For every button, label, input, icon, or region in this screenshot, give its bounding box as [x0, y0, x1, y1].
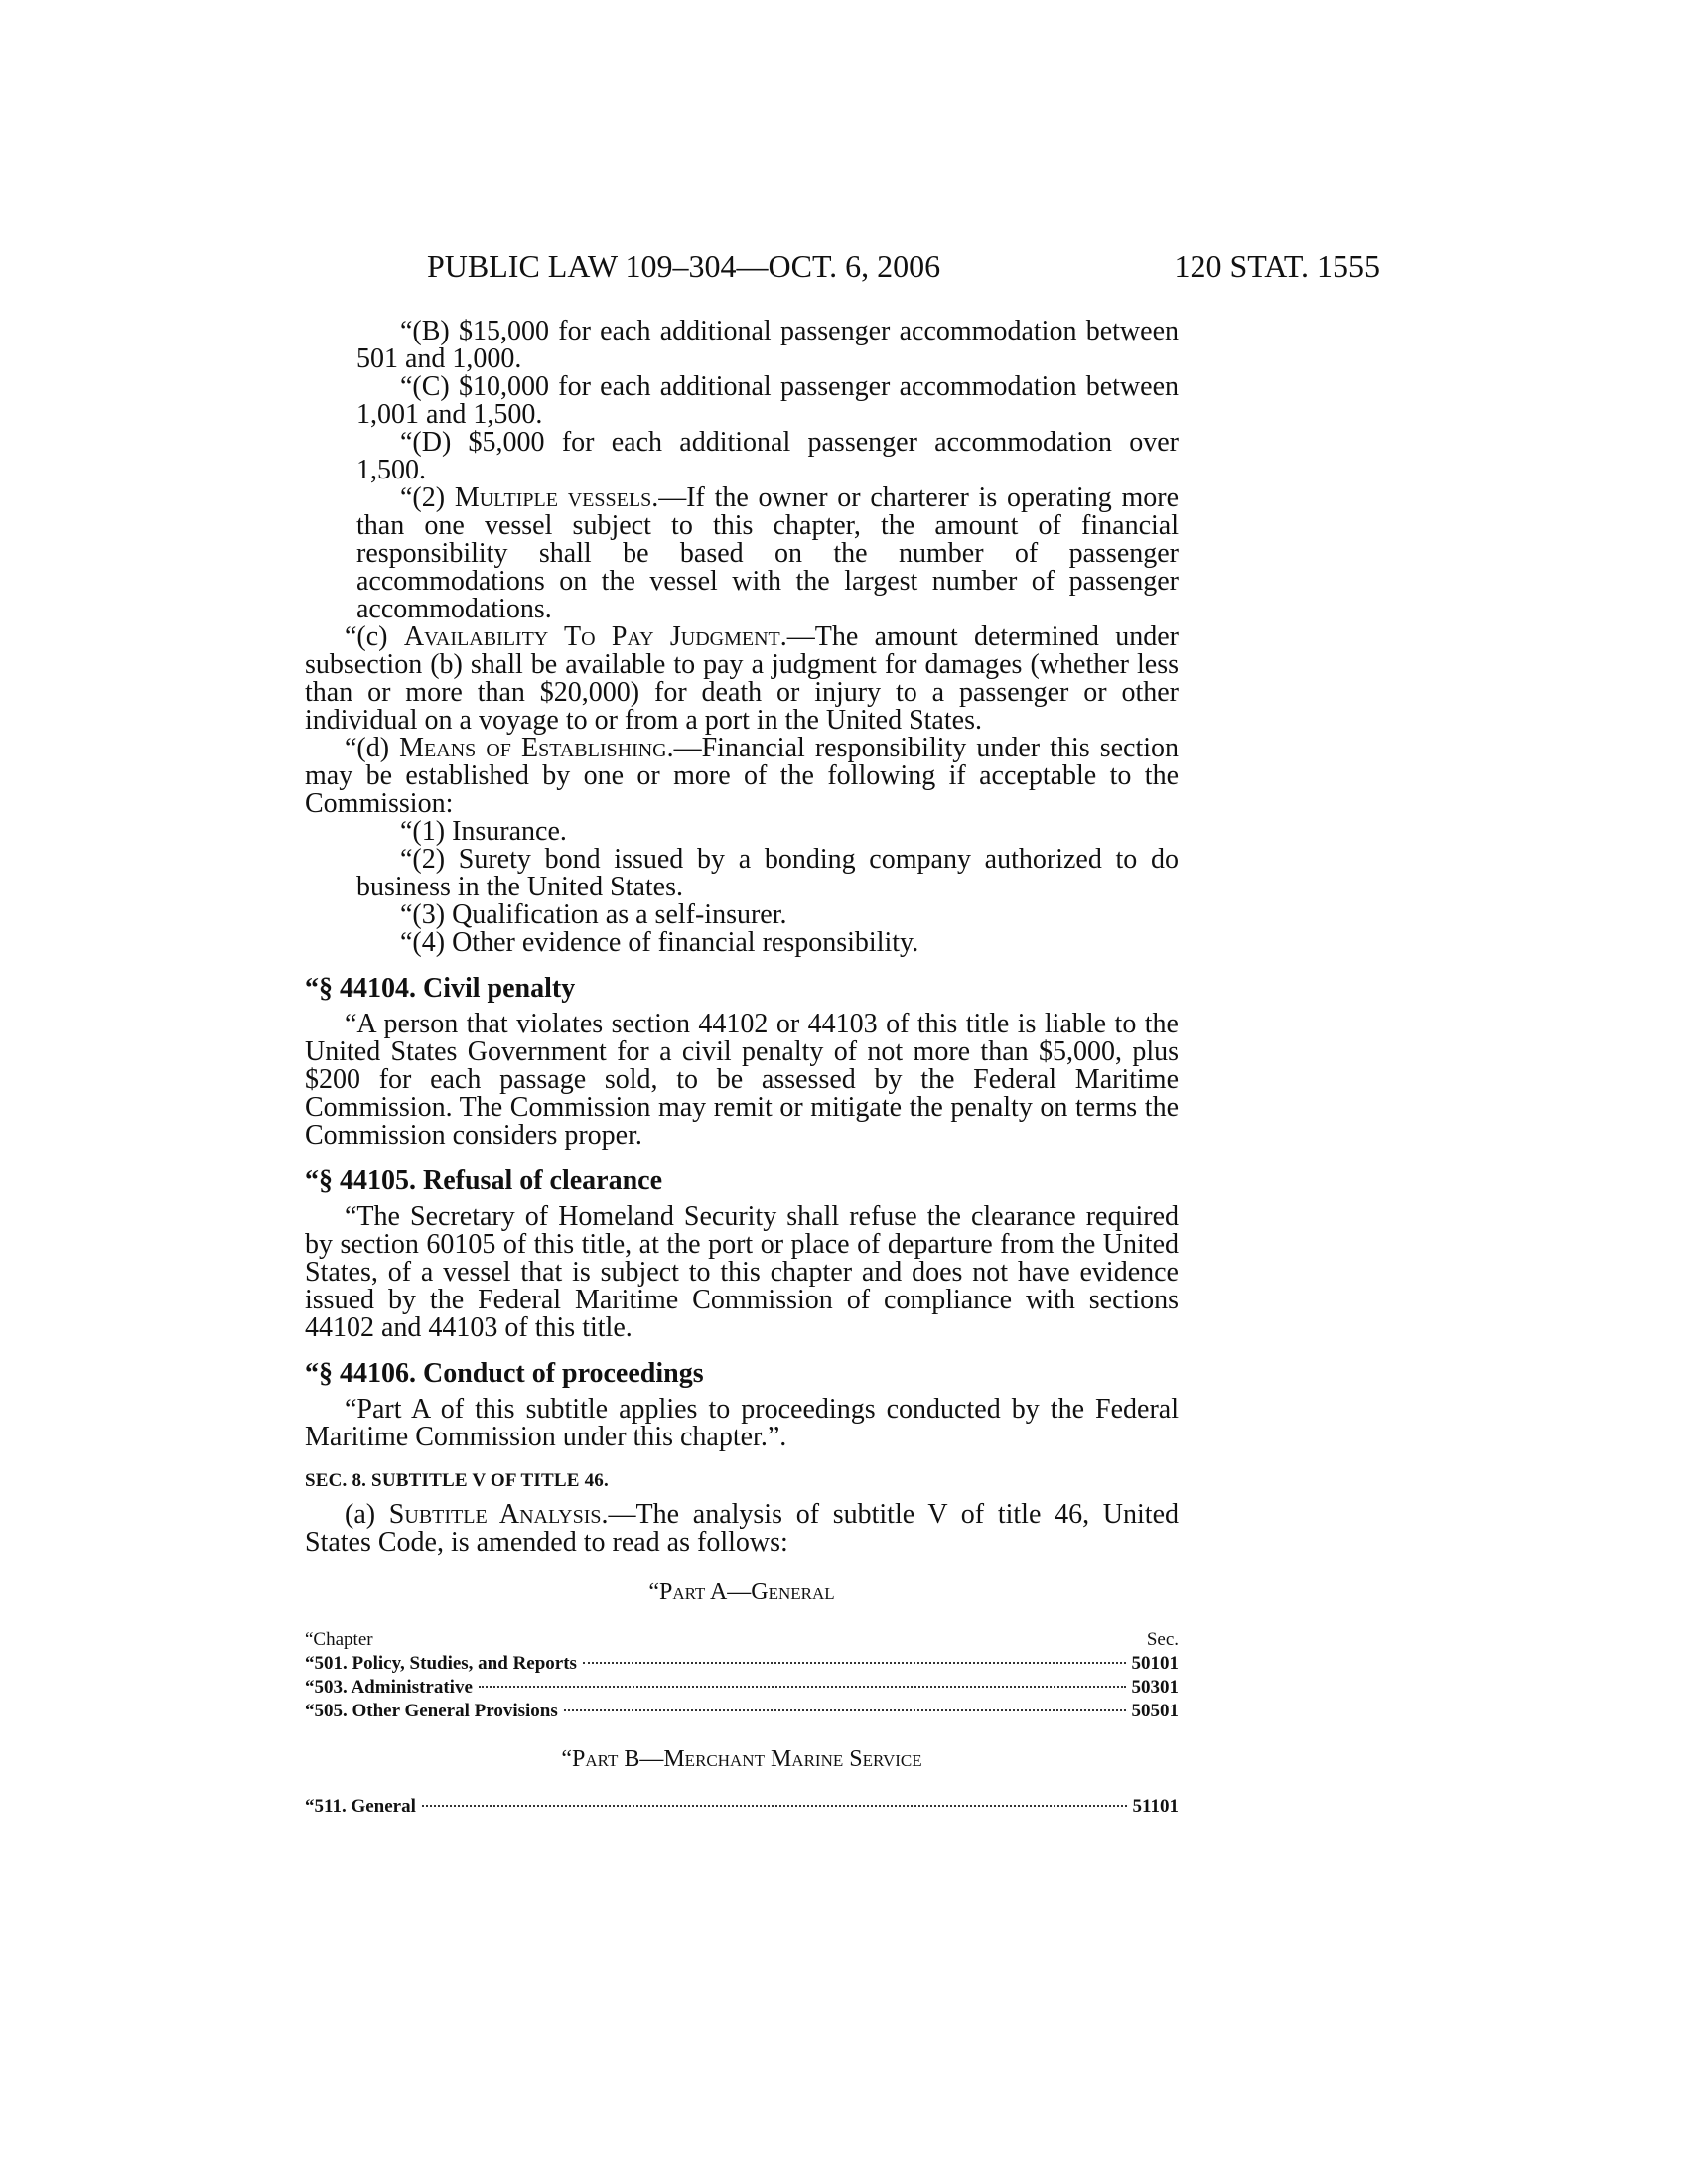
toc-row [305, 1700, 1179, 1723]
heading-availability: Availability To Pay Judgment [403, 621, 780, 652]
running-title: PUBLIC LAW 109–304—OCT. 6, 2006 [427, 248, 941, 284]
toc-row-label: “501. Policy, Studies, and Reports [305, 1653, 577, 1674]
section-heading-44104: “§ 44104. Civil penalty [305, 973, 576, 1004]
section-heading-44106: “§ 44106. Conduct of proceedings [305, 1358, 704, 1389]
toc-row-label: “505. Other General Provisions [305, 1701, 558, 1721]
part-a-table [305, 1628, 1179, 1723]
paragraph-d: “(D) $5,000 for each additional passenger accommodation over 1,500. [356, 427, 1179, 485]
toc-row [305, 1795, 1179, 1819]
toc-col-chapter: “Chapter [305, 1629, 373, 1650]
page-header [298, 244, 1380, 288]
section-text-44105: “The Secretary of Homeland Security shall refuse the clearance required by section 60105 of this title, at the port or place of departure from the United States, of a vessel that is subject to this chapter and does not have evidence issued by the Federal Maritime Commission of compliance with sections 44102 and 44103 of this title. [305, 1201, 1179, 1343]
list-item-surety-bond: “(2) Surety bond issued by a bonding company authorized to do business in the United States. [356, 844, 1179, 902]
part-b-table [305, 1795, 1179, 1819]
section-text-44104: “A person that violates section 44102 or 44103 of this title is liable to the United States Government for a civil penalty of not more than $5,000, plus $200 for each passage sold, to be assessed by the Federal Maritime Commission. The Commission may remit or mitigate the penalty on terms the Commission considers proper. [305, 1009, 1179, 1151]
paragraph-subtitle-analysis: (a) Subtitle Analysis.—The analysis of subtitle V of title 46, United States Code, is amended to read as follows: [305, 1499, 1180, 1558]
toc-row-sec: 50301 [1131, 1677, 1179, 1698]
part-a-heading: “Part A—General [648, 1579, 835, 1605]
paragraph-multiple-vessels: “(2) Multiple vessels.—If the owner or charterer is operating more than one vessel subject to this chapter, the amount of financial responsibility shall be based on the number of passenger accommodations on the vessel with the largest number of passenger accommodations. [356, 482, 1180, 624]
paragraph-means: “(d) Means of Establishing.—Financial responsibility under this section may be established by one or more of the following if acceptable to the Commission: [305, 733, 1180, 819]
toc-row [305, 1652, 1179, 1676]
toc-row-sec: 50501 [1131, 1701, 1179, 1721]
toc-row-label: “511. General [305, 1796, 416, 1817]
heading-means: Means of Establishing [399, 733, 667, 763]
toc-leader [583, 1662, 1126, 1664]
part-b-heading: “Part B—Merchant Marine Service [561, 1746, 922, 1772]
paragraph-c: “(C) $10,000 for each additional passenger accommodation between 1,001 and 1,500. [356, 371, 1179, 430]
section-heading-44105: “§ 44105. Refusal of clearance [305, 1165, 663, 1196]
toc-row-sec: 50101 [1131, 1653, 1179, 1674]
toc-col-sec: Sec. [1146, 1629, 1179, 1650]
toc-row-sec: 51101 [1132, 1796, 1179, 1817]
section-title-sec8: SEC. 8. SUBTITLE V OF TITLE 46. [305, 1470, 609, 1491]
page-body [305, 318, 1179, 1819]
heading-multiple-vessels: Multiple vessels [454, 482, 652, 513]
paragraph-availability: “(c) Availability To Pay Judgment.—The amount determined under subsection (b) shall be available to pay a judgment for damages (whether less than or more than $20,000) for death or injury to a passenger or other individual on a voyage to or from a port in the United States. [305, 621, 1179, 736]
toc-row [305, 1676, 1179, 1700]
toc-header [305, 1628, 1179, 1652]
toc-leader [422, 1805, 1127, 1807]
paragraph-b: “(B) $15,000 for each additional passenger accommodation between 501 and 1,000. [356, 316, 1179, 374]
section-text-44106: “Part A of this subtitle applies to proceedings conducted by the Federal Maritime Commission under this chapter.”. [305, 1394, 1179, 1452]
toc-leader [564, 1709, 1126, 1711]
toc-leader [479, 1686, 1126, 1688]
heading-subtitle-analysis: Subtitle Analysis [388, 1499, 602, 1530]
list-item-self-insurer: “(3) Qualification as a self-insurer. [400, 899, 787, 930]
list-item-insurance: “(1) Insurance. [400, 816, 567, 847]
page-number: 120 STAT. 1555 [1174, 248, 1380, 284]
list-item-other-evidence: “(4) Other evidence of financial responsibility. [400, 927, 919, 958]
toc-row-label: “503. Administrative [305, 1677, 473, 1698]
